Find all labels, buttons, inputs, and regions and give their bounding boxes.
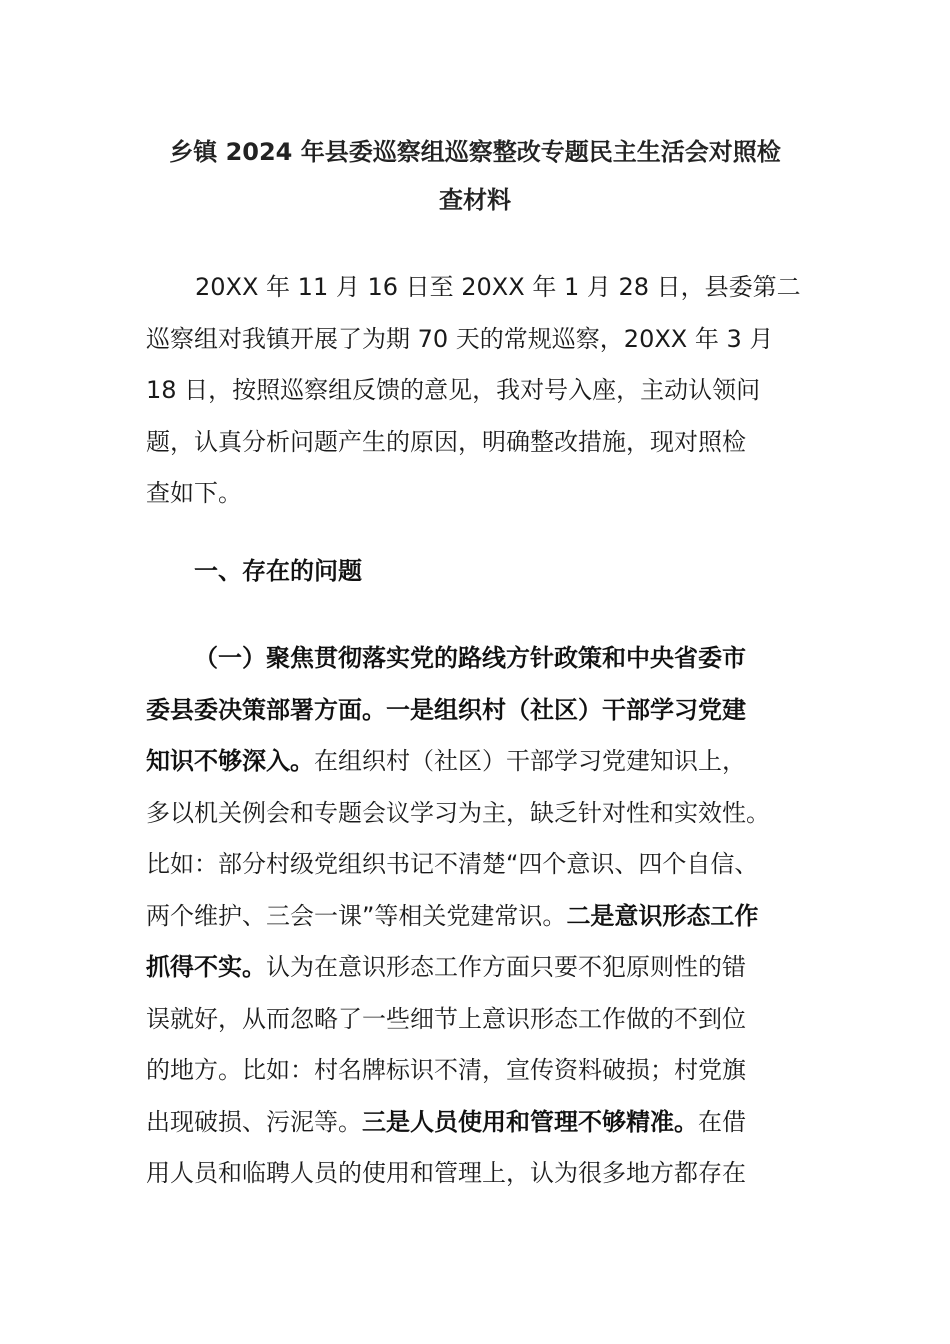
section-1-line-8: 误就好，从而忽略了一些细节上意识形态工作做的不到位	[146, 1004, 746, 1033]
section-1-text-7: 认为在意识形态工作方面只要不犯原则性的错	[266, 953, 746, 981]
intro-line-1: 20XX 年 11 月 16 日至 20XX 年 1 月 28 日，县委第二	[195, 273, 801, 301]
section-1-text-6: 两个维护、三会一课”等相关党建常识。	[146, 901, 567, 930]
intro-line-2: 巡察组对我镇开展了为期 70 天的常规巡察，20XX 年 3 月	[146, 324, 774, 353]
section-1-bold-7: 抓得不实。	[146, 953, 266, 981]
section-1-line-3	[146, 736, 816, 788]
section-1-line-2	[146, 685, 816, 737]
intro-line-4: 题，认真分析问题产生的原因，明确整改措施，现对照检	[146, 427, 746, 456]
section-heading-problems: 一、存在的问题	[194, 557, 362, 585]
intro-line-5: 查如下。	[146, 479, 242, 507]
section-1-line-10	[146, 1097, 816, 1149]
section-1-line-6	[146, 891, 816, 943]
section-1-line-7	[146, 942, 816, 994]
section-1-line-9: 的地方。比如：村名牌标识不清，宣传资料破损；村党旗	[146, 1056, 746, 1084]
intro-paragraph	[146, 262, 816, 520]
section-1-paragraph	[146, 633, 816, 1200]
section-1-bold-10: 三是人员使用和管理不够精准。	[362, 1107, 698, 1136]
section-1-subheading: （一）聚焦贯彻落实党的路线方针政策和中央省委市	[194, 644, 746, 672]
section-1-line-5: 比如：部分村级党组织书记不清楚“四个意识、四个自信、	[146, 850, 759, 878]
intro-line-3: 18 日，按照巡察组反馈的意见，我对号入座，主动认领问	[146, 376, 761, 404]
section-1-text-10: 出现破损、污泥等。	[146, 1107, 362, 1136]
section-1-bold-6: 二是意识形态工作	[566, 901, 759, 930]
section-1-line-4: 多以机关例会和专题会议学习为主，缺乏针对性和实效性。	[146, 798, 770, 827]
section-1-tail-10: 在借	[698, 1107, 746, 1136]
section-1-line-11: 用人员和临聘人员的使用和管理上，认为很多地方都存在	[146, 1159, 746, 1187]
section-1-bold-2: 委县委决策部署方面。一是组织村（社区）干部学习党建	[146, 695, 746, 724]
title-line-1: 乡镇 2024 年县委巡察组巡察整改专题民主生活会对照检	[169, 138, 781, 166]
title-line-2: 查材料	[439, 186, 511, 214]
section-1-line-1	[146, 633, 816, 685]
document-title	[120, 128, 830, 224]
section-1-bold-3: 知识不够深入。	[146, 747, 314, 775]
section-1-text-3: 在组织村（社区）干部学习党建知识上，	[314, 747, 746, 775]
